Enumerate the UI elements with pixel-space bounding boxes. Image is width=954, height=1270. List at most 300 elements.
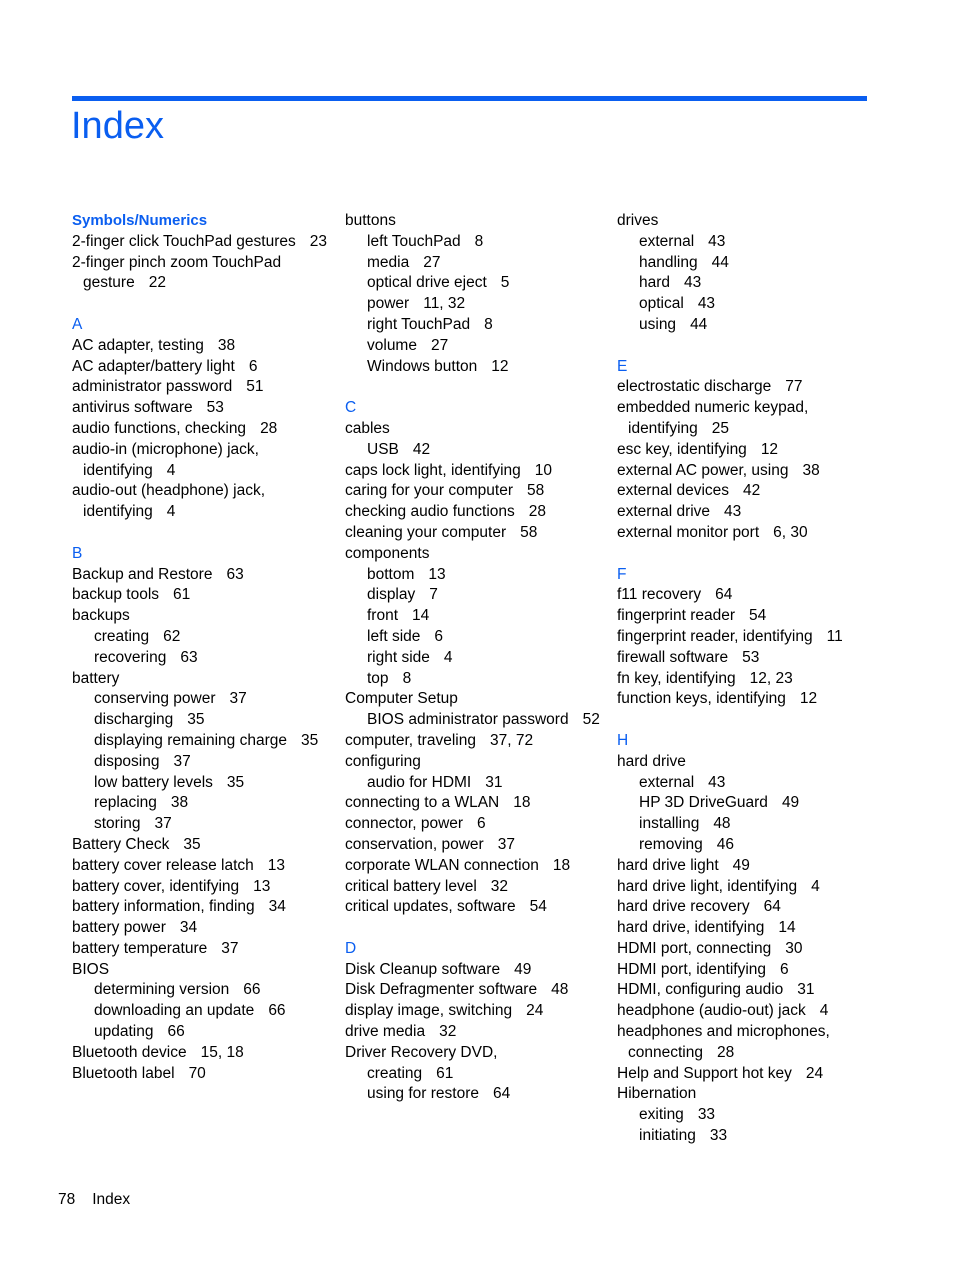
entry-term: Help and Support hot key [617, 1064, 792, 1082]
index-subentry [72, 1001, 340, 1022]
entry-page-ref[interactable]: 24 [526, 1002, 544, 1020]
entry-page-ref[interactable]: 43 [697, 295, 716, 313]
entry-page-ref[interactable]: 34 [268, 898, 286, 916]
section-heading: B [72, 544, 83, 562]
index-entry [345, 731, 613, 752]
entry-page-ref[interactable]: 27 [423, 253, 441, 271]
index-entry [345, 960, 613, 981]
index-subentry [345, 253, 613, 274]
index-entry [617, 960, 885, 981]
entry-term: discharging [94, 711, 174, 729]
entry-page-ref[interactable]: 8 [402, 669, 412, 687]
entry-page-ref[interactable]: 35 [226, 773, 245, 791]
index-subentry [617, 315, 885, 336]
index-entry [345, 1001, 613, 1022]
index-entry [617, 627, 885, 648]
index-subentry [345, 1084, 613, 1105]
index-entry [72, 336, 340, 357]
entry-page-ref[interactable]: 35 [187, 711, 205, 729]
entry-term: critical battery level [345, 877, 477, 895]
index-entry [617, 669, 885, 690]
entry-term: left TouchPad [367, 232, 461, 250]
index-entry [345, 544, 613, 565]
entry-page-ref[interactable]: 35 [183, 835, 201, 853]
entry-term: Bluetooth device [72, 1043, 187, 1061]
index-entry [345, 523, 613, 544]
entry-page-ref[interactable]: 31 [797, 981, 815, 999]
index-entry [72, 398, 340, 419]
entry-term: antivirus software [72, 399, 193, 417]
index-subentry [72, 752, 340, 773]
entry-term: Battery Check [72, 835, 170, 853]
index-subentry [345, 710, 613, 731]
entry-term: hard drive recovery [617, 898, 750, 916]
entry-page-ref[interactable]: 23 [309, 232, 327, 250]
entry-page-ref[interactable]: 6 [434, 627, 444, 645]
entry-term: audio-out (headphone) jack, identifying [72, 482, 270, 521]
entry-page-ref[interactable]: 11 [826, 627, 843, 645]
entry-page-ref[interactable]: 66 [243, 981, 261, 999]
entry-term: external monitor port [617, 523, 760, 541]
entry-page-ref[interactable]: 4 [443, 648, 453, 666]
index-entry [72, 440, 340, 482]
entry-page-ref[interactable]: 61 [436, 1064, 454, 1082]
entry-page-ref[interactable]: 37 [229, 690, 247, 708]
entry-page-ref[interactable]: 42 [743, 482, 761, 500]
index-entry [72, 253, 340, 295]
entry-page-ref[interactable]: 37, 72 [489, 731, 534, 749]
index-subentry [345, 273, 613, 294]
entry-page-ref[interactable]: 27 [430, 336, 449, 354]
entry-term: creating [94, 627, 150, 645]
entry-page-ref[interactable]: 25 [711, 419, 730, 437]
index-column-1 [72, 211, 340, 1084]
entry-term: using [639, 315, 677, 333]
entry-page-ref[interactable]: 6 [780, 960, 789, 978]
entry-term: front [367, 607, 399, 625]
entry-term: cables [345, 419, 390, 437]
entry-term: drive media [345, 1023, 426, 1041]
entry-page-ref[interactable]: 51 [246, 378, 264, 396]
index-column-2 [345, 211, 613, 1105]
entry-page-ref[interactable]: 42 [412, 440, 431, 458]
entry-page-ref[interactable]: 12, 23 [749, 669, 793, 687]
entry-term: replacing [94, 794, 157, 812]
index-subentry [345, 336, 613, 357]
index-entry [72, 606, 340, 627]
index-entry [345, 793, 613, 814]
index-entry [345, 897, 613, 918]
entry-term: power [367, 295, 410, 313]
entry-page-ref[interactable]: 12 [799, 690, 818, 708]
entry-page-ref[interactable]: 43 [708, 773, 726, 791]
entry-page-ref[interactable]: 58 [520, 523, 538, 541]
index-subentry [617, 1126, 885, 1147]
entry-page-ref[interactable]: 49 [514, 960, 532, 978]
entry-term: Driver Recovery DVD, [345, 1043, 498, 1061]
entry-term: handling [639, 253, 698, 271]
entry-page-ref[interactable]: 63 [226, 565, 244, 583]
index-entry [617, 689, 885, 710]
entry-term: hard drive light, identifying [617, 877, 798, 895]
entry-page-ref[interactable]: 28 [716, 1043, 735, 1061]
entry-term: fn key, identifying [617, 669, 736, 687]
entry-term: function keys, identifying [617, 690, 786, 708]
index-subentry [345, 1064, 613, 1085]
entry-term: exiting [639, 1106, 684, 1124]
index-entry [617, 1064, 885, 1085]
entry-page-ref[interactable]: 32 [490, 877, 509, 895]
entry-term: electrostatic discharge [617, 378, 772, 396]
entry-term: top [367, 669, 389, 687]
entry-term: battery cover, identifying [72, 877, 240, 895]
entry-term: 2-finger pinch zoom TouchPad gesture [72, 253, 286, 292]
entry-term: creating [367, 1064, 423, 1082]
entry-page-ref[interactable]: 46 [716, 835, 734, 853]
index-entry [72, 939, 340, 960]
entry-page-ref[interactable]: 13 [428, 565, 446, 583]
index-entry [617, 440, 885, 461]
entry-page-ref[interactable]: 35 [301, 731, 319, 749]
section-heading: A [72, 315, 83, 333]
index-entry [617, 461, 885, 482]
entry-term: buttons [345, 212, 396, 229]
entry-page-ref[interactable]: 8 [484, 315, 493, 333]
index-entry [72, 481, 340, 523]
entry-page-ref[interactable]: 48 [551, 981, 569, 999]
entry-term: display [367, 586, 416, 604]
entry-term: initiating [639, 1127, 696, 1145]
entry-page-ref[interactable]: 31 [485, 773, 503, 791]
index-section [617, 211, 885, 336]
index-subentry [345, 606, 613, 627]
entry-page-ref[interactable]: 4 [811, 877, 820, 895]
entry-term: low battery levels [94, 773, 213, 791]
entry-page-ref[interactable]: 43 [724, 503, 742, 521]
index-section [72, 544, 340, 1085]
entry-term: AC adapter, testing [72, 336, 204, 354]
index-entry [345, 835, 613, 856]
entry-page-ref[interactable]: 7 [429, 586, 438, 604]
entry-term: optical drive eject [367, 274, 487, 292]
index-entry [72, 585, 340, 606]
entry-page-ref[interactable]: 32 [439, 1023, 457, 1041]
index-entry [617, 481, 885, 502]
entry-term: disposing [94, 752, 160, 770]
entry-page-ref[interactable]: 52 [582, 711, 600, 729]
index-column-3 [617, 211, 885, 1147]
index-entry [72, 669, 340, 690]
entry-term: Windows button [367, 357, 478, 375]
entry-term: corporate WLAN connection [345, 856, 539, 874]
entry-term: battery [72, 669, 120, 687]
index-section [617, 565, 885, 711]
entry-term: battery cover release latch [72, 856, 254, 874]
entry-term: BIOS [72, 960, 110, 978]
entry-term: headphone (audio-out) jack [617, 1002, 806, 1020]
entry-term: caring for your computer [345, 482, 513, 500]
entry-term: hard [639, 274, 671, 292]
index-subentry [72, 710, 340, 731]
index-entry [72, 1064, 340, 1085]
entry-term: drives [617, 212, 659, 229]
entry-term: audio functions, checking [72, 419, 247, 437]
entry-term: bottom [367, 565, 415, 583]
entry-page-ref[interactable]: 58 [527, 482, 545, 500]
entry-term: external drive [617, 503, 711, 521]
entry-term: storing [94, 815, 141, 833]
entry-term: left side [367, 627, 421, 645]
entry-term: external [639, 773, 695, 791]
entry-page-ref[interactable]: 54 [749, 607, 767, 625]
entry-page-ref[interactable]: 33 [709, 1127, 728, 1145]
index-subentry [345, 773, 613, 794]
entry-term: connector, power [345, 815, 464, 833]
entry-page-ref[interactable]: 6 [248, 357, 258, 375]
entry-term: conservation, power [345, 835, 484, 853]
entry-term: HDMI, configuring audio [617, 981, 784, 999]
section-heading: F [617, 565, 627, 583]
entry-page-ref[interactable]: 18 [552, 856, 571, 874]
index-entry [345, 211, 613, 232]
index-subentry [72, 773, 340, 794]
entry-term: Backup and Restore [72, 565, 213, 583]
entry-page-ref[interactable]: 37 [221, 939, 239, 957]
index-subentry [345, 315, 613, 336]
index-subentry [345, 627, 613, 648]
index-subentry [72, 689, 340, 710]
index-entry [345, 419, 613, 440]
entry-term: caps lock light, identifying [345, 461, 521, 479]
index-section [72, 211, 340, 294]
entry-term: battery power [72, 919, 166, 937]
index-entry [617, 897, 885, 918]
entry-page-ref[interactable]: 53 [742, 648, 760, 666]
index-entry [617, 918, 885, 939]
index-entry [617, 980, 885, 1001]
entry-page-ref[interactable]: 14 [778, 919, 796, 937]
entry-term: BIOS administrator password [367, 711, 569, 729]
page-footer [58, 1190, 130, 1210]
entry-page-ref[interactable]: 64 [763, 898, 781, 916]
entry-term: esc key, identifying [617, 440, 747, 458]
entry-term: checking audio functions [345, 503, 515, 521]
entry-term: installing [639, 815, 700, 833]
index-entry [345, 502, 613, 523]
entry-term: embedded numeric keypad, identifying [617, 399, 813, 437]
index-entry [345, 752, 613, 773]
entry-term: USB [367, 440, 399, 458]
entry-page-ref[interactable]: 63 [180, 648, 198, 666]
index-subentry [617, 273, 885, 294]
index-entry [72, 377, 340, 398]
entry-term: conserving power [94, 690, 216, 708]
index-subentry [617, 232, 885, 253]
entry-term: connecting to a WLAN [345, 794, 500, 812]
page-title: Index [71, 105, 164, 147]
section-heading: H [617, 731, 629, 749]
index-subentry [617, 294, 885, 315]
entry-page-ref[interactable]: 22 [148, 274, 166, 292]
entry-term: display image, switching [345, 1002, 513, 1020]
index-entry [72, 565, 340, 586]
entry-term: right TouchPad [367, 315, 471, 333]
page-number: 78 [58, 1191, 76, 1208]
entry-page-ref[interactable]: 54 [529, 898, 547, 916]
entry-page-ref[interactable]: 11, 32 [423, 295, 466, 313]
entry-term: updating [94, 1023, 154, 1041]
entry-term: external AC power, using [617, 461, 789, 479]
entry-page-ref[interactable]: 70 [188, 1064, 206, 1082]
entry-page-ref[interactable]: 49 [732, 856, 750, 874]
entry-page-ref[interactable]: 8 [474, 232, 484, 250]
index-entry [345, 1043, 613, 1064]
entry-term: HDMI port, connecting [617, 939, 772, 957]
index-subentry [72, 731, 340, 752]
entry-page-ref[interactable]: 13 [267, 856, 286, 874]
section-heading: C [345, 399, 357, 417]
entry-term: configuring [345, 752, 421, 770]
entry-term: determining version [94, 981, 230, 999]
entry-page-ref[interactable]: 34 [179, 919, 198, 937]
entry-term: hard drive, identifying [617, 919, 765, 937]
index-entry [345, 980, 613, 1001]
index-entry [617, 648, 885, 669]
entry-term: external [639, 232, 695, 250]
entry-page-ref[interactable]: 33 [697, 1106, 716, 1124]
entry-term: downloading an update [94, 1002, 255, 1020]
entry-page-ref[interactable]: 37 [497, 835, 515, 853]
entry-term: external devices [617, 482, 730, 500]
entry-page-ref[interactable]: 13 [253, 877, 271, 895]
index-entry [345, 1022, 613, 1043]
index-subentry [617, 835, 885, 856]
entry-page-ref[interactable]: 43 [708, 232, 726, 250]
index-entry [72, 357, 340, 378]
entry-page-ref[interactable]: 4 [819, 1002, 829, 1020]
entry-term: administrator password [72, 378, 233, 396]
entry-page-ref[interactable]: 5 [500, 274, 510, 292]
index-subentry [617, 773, 885, 794]
title-rule [72, 96, 867, 101]
entry-term: HP 3D DriveGuard [639, 794, 768, 812]
entry-term: 2-finger click TouchPad gestures [72, 232, 296, 250]
index-entry [345, 689, 613, 710]
entry-term: firewall software [617, 648, 729, 666]
index-subentry [345, 669, 613, 690]
entry-term: recovering [94, 648, 167, 666]
entry-term: Bluetooth label [72, 1064, 175, 1082]
index-entry [617, 1022, 885, 1064]
index-entry [72, 232, 340, 253]
entry-page-ref[interactable]: 62 [163, 627, 181, 645]
entry-page-ref[interactable]: 66 [268, 1002, 286, 1020]
entry-page-ref[interactable]: 38 [217, 336, 236, 354]
entry-page-ref[interactable]: 64 [493, 1085, 511, 1103]
entry-term: Disk Cleanup software [345, 960, 501, 978]
section-heading: E [617, 357, 628, 375]
entry-page-ref[interactable]: 49 [781, 794, 800, 812]
entry-page-ref[interactable]: 66 [167, 1023, 185, 1041]
entry-page-ref[interactable]: 37 [154, 815, 172, 833]
index-entry [72, 918, 340, 939]
entry-term: hard drive [617, 752, 686, 770]
entry-page-ref[interactable]: 12 [760, 440, 779, 458]
entry-term: fingerprint reader, identifying [617, 627, 813, 645]
entry-page-ref[interactable]: 48 [713, 815, 731, 833]
entry-page-ref[interactable]: 61 [173, 586, 191, 604]
index-entry [72, 960, 340, 981]
index-entry [72, 856, 340, 877]
section-heading: Symbols/Numerics [72, 212, 208, 229]
entry-page-ref[interactable]: 44 [690, 315, 708, 333]
index-subentry [345, 357, 613, 378]
entry-page-ref[interactable]: 30 [785, 939, 803, 957]
entry-page-ref[interactable]: 18 [513, 794, 531, 812]
index-subentry [345, 565, 613, 586]
entry-page-ref[interactable]: 4 [166, 503, 176, 521]
entry-term: right side [367, 648, 430, 666]
index-section [617, 731, 885, 1147]
entry-page-ref[interactable]: 28 [528, 503, 547, 521]
entry-page-ref[interactable]: 28 [260, 419, 278, 437]
entry-page-ref[interactable]: 44 [711, 253, 729, 271]
entry-page-ref[interactable]: 38 [170, 794, 189, 812]
entry-term: optical [639, 295, 684, 313]
index-section [617, 357, 885, 544]
entry-page-ref[interactable]: 10 [534, 461, 553, 479]
index-entry [72, 877, 340, 898]
index-subentry [72, 627, 340, 648]
entry-page-ref[interactable]: 64 [715, 586, 733, 604]
index-subentry [345, 585, 613, 606]
entry-page-ref[interactable]: 24 [805, 1064, 824, 1082]
index-subentry [72, 1022, 340, 1043]
entry-term: components [345, 544, 430, 562]
index-subentry [72, 793, 340, 814]
index-section [345, 211, 613, 377]
index-subentry [617, 814, 885, 835]
index-entry [345, 814, 613, 835]
index-entry [617, 606, 885, 627]
index-entry [617, 752, 885, 773]
entry-page-ref[interactable]: 37 [173, 752, 191, 770]
index-section [345, 398, 613, 918]
entry-page-ref[interactable]: 6, 30 [773, 523, 808, 541]
entry-page-ref[interactable]: 53 [206, 399, 224, 417]
entry-page-ref[interactable]: 14 [412, 607, 430, 625]
entry-page-ref[interactable]: 38 [802, 461, 820, 479]
entry-page-ref[interactable]: 12 [491, 357, 509, 375]
entry-page-ref[interactable]: 77 [785, 378, 803, 396]
entry-term: computer, traveling [345, 731, 476, 749]
entry-term: displaying remaining charge [94, 731, 288, 749]
entry-page-ref[interactable]: 43 [684, 274, 702, 292]
index-entry [72, 1043, 340, 1064]
entry-page-ref[interactable]: 4 [166, 461, 176, 479]
index-subentry [617, 793, 885, 814]
entry-page-ref[interactable]: 15, 18 [200, 1043, 244, 1061]
index-section [72, 315, 340, 523]
index-subentry [72, 648, 340, 669]
entry-page-ref[interactable]: 6 [477, 815, 486, 833]
index-entry [617, 1001, 885, 1022]
index-section [345, 939, 613, 1105]
entry-term: headphones and microphones, connecting [617, 1023, 835, 1061]
entry-term: using for restore [367, 1085, 479, 1103]
entry-term: backups [72, 607, 130, 625]
index-subentry [345, 294, 613, 315]
